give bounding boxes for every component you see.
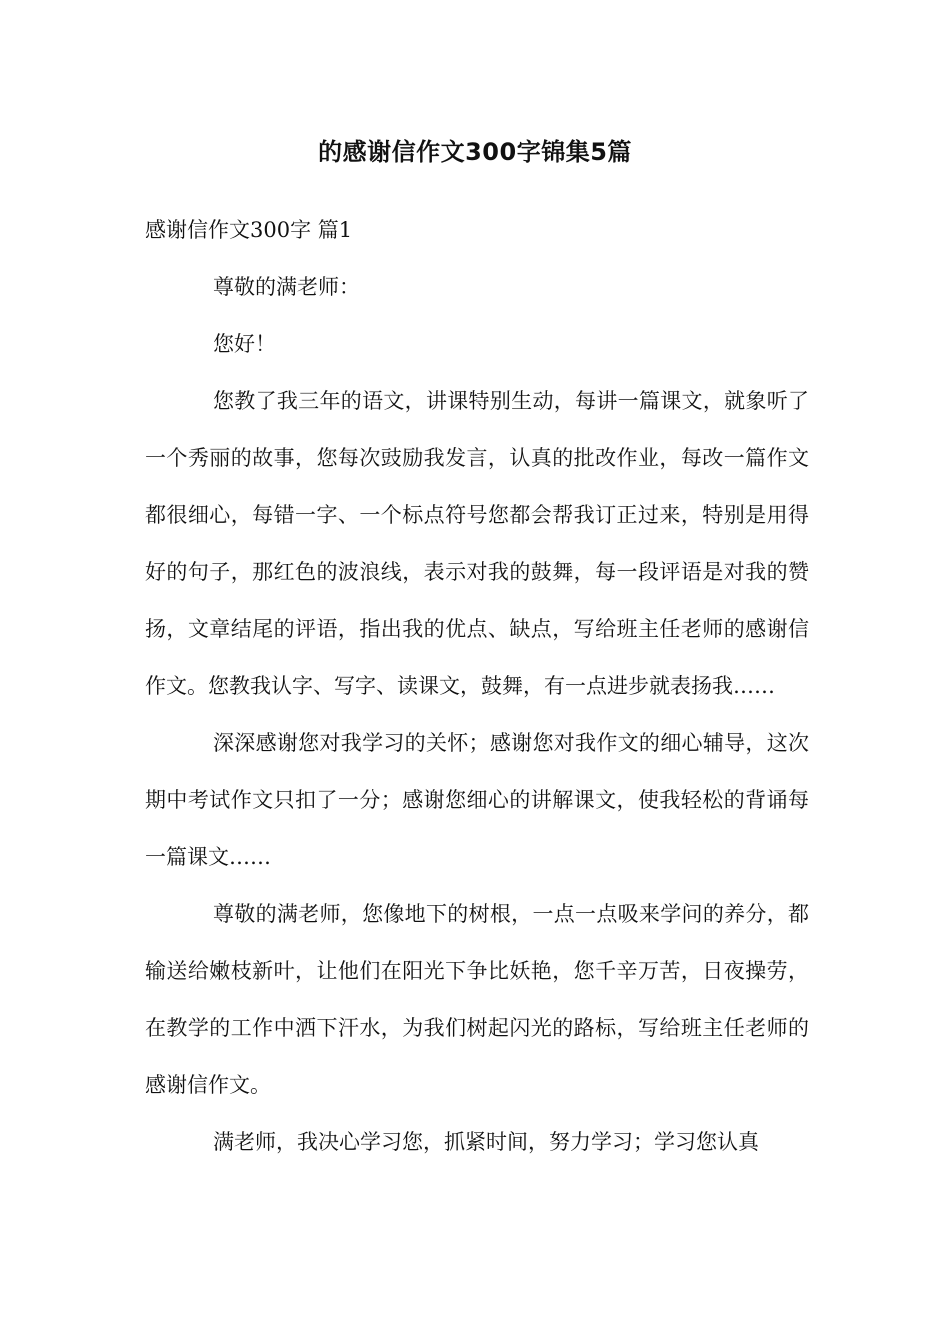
- greeting: 您好！: [213, 332, 276, 356]
- document-title: 的感谢信作文300字锦集5篇: [318, 138, 632, 166]
- paragraph-2: 深深感谢您对我学习的关怀；感谢您对我作文的细心辅导，这次期中考试作文只扣了一分；感谢您细心的讲解课文，使我轻松的背诵每一篇课文……: [145, 731, 809, 869]
- salutation: 尊敬的满老师：: [213, 275, 360, 299]
- document-body: [145, 202, 809, 1171]
- section-heading: 感谢信作文300字 篇1: [145, 218, 353, 242]
- paragraph-1: 您教了我三年的语文，讲课特别生动，每讲一篇课文，就象听了一个秀丽的故事，您每次豉励我发言，认真的批改作业，每改一篇作文都很细心，每错一字、一个标点符号您都会帮我订正过来，特别是用得好的句子，那红色的波浪线，表示对我的鼓舞，每一段评语是对我的赞扬，文章结尾的评语，指出我的优点、缺点，写给班主任老师的感谢信作文。您教我认字、写字、读课文，鼓舞，有一点进步就表扬我……: [145, 389, 809, 698]
- paragraph-3: 尊敬的满老师，您像地下的树根，一点一点吸来学问的养分，都输送给嫩枝新叶，让他们在阳光下争比妖艳，您千辛万苦，日夜操劳，在教学的工作中洒下汗水，为我们树起闪光的路标，写给班主任老师的感谢信作文。: [145, 902, 809, 1097]
- paragraph-4: 满老师，我决心学习您，抓紧时间，努力学习；学习您认真: [213, 1130, 759, 1154]
